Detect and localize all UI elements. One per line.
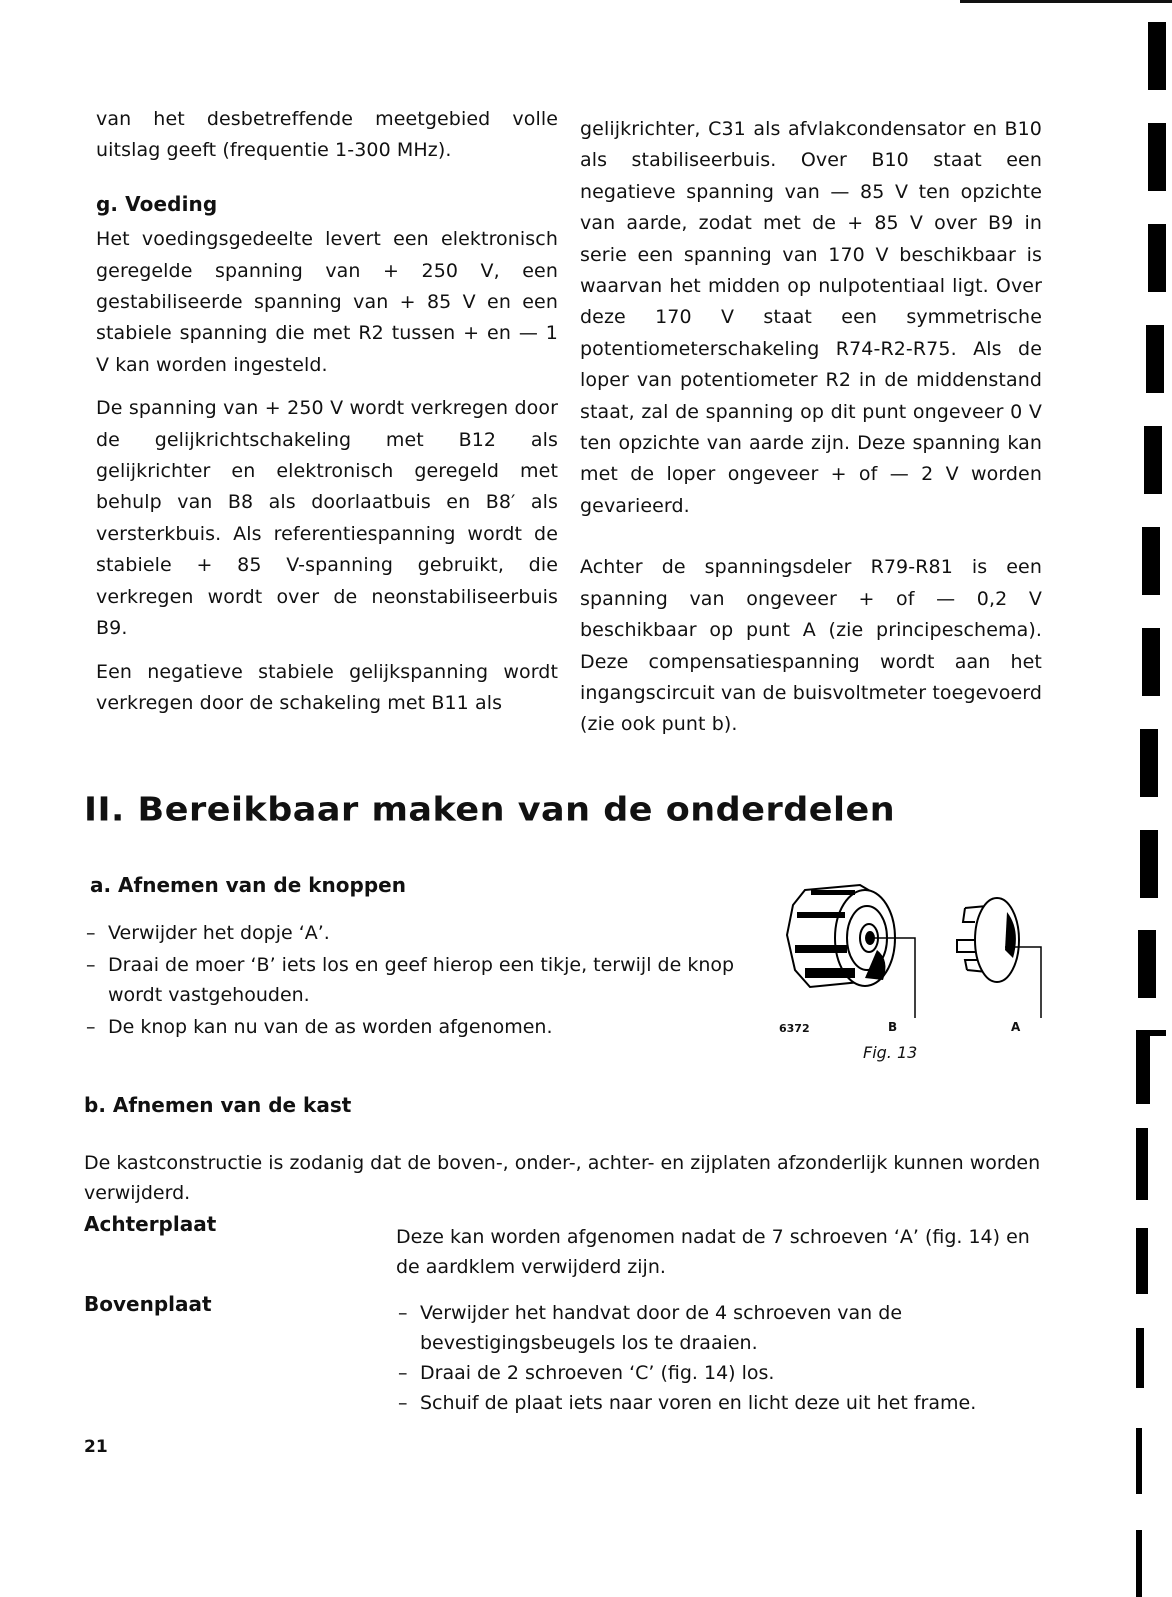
section-a-steps bbox=[84, 918, 764, 1044]
figure-label-a: A bbox=[1011, 1020, 1021, 1034]
index-tab-markers bbox=[1118, 0, 1172, 1597]
figure-caption: Fig. 13 bbox=[863, 1043, 918, 1062]
index-tab bbox=[1142, 628, 1160, 696]
list-item: – Verwijder het handvat door de 4 schroeven van de bevestigingsbeugels los te draaien. bbox=[396, 1298, 1036, 1358]
index-tab bbox=[1136, 1530, 1142, 1597]
knob-and-cap-illustration-icon bbox=[765, 850, 1045, 1020]
index-tab bbox=[1136, 1128, 1148, 1200]
index-tab bbox=[1146, 325, 1164, 393]
list-item: – Draai de moer ‘B’ iets los en geef hierop een tikje, terwijl de knop wordt vastgehouden. bbox=[84, 950, 764, 1010]
paragraph: Achter de spanningsdeler R79-R81 is een spanning van ongeveer + of — 0,2 V beschikbaar op punt A (zie principeschema). Deze compensatiespanning wordt aan het ingangscircuit van de buisvoltmeter toegevoerd (zie ook punt b). bbox=[580, 556, 1042, 736]
section-a-heading: a. Afnemen van de knoppen bbox=[90, 873, 406, 897]
index-tab bbox=[1144, 426, 1162, 494]
right-column bbox=[580, 114, 1042, 741]
row-body-achterplaat: Deze kan worden afgenomen nadat de 7 schroeven ‘A’ (fig. 14) en de aardklem verwijderd zijn. bbox=[396, 1226, 1030, 1278]
chapter-title: II. Bereikbaar maken van de onderdelen bbox=[84, 791, 896, 829]
row-label-bovenplaat: Bovenplaat bbox=[84, 1292, 212, 1316]
index-tab bbox=[1148, 224, 1166, 292]
index-tab bbox=[1136, 1428, 1142, 1494]
page-number: 21 bbox=[84, 1437, 108, 1457]
list-item: – Draai de 2 schroeven ‘C’ (fig. 14) los. bbox=[396, 1358, 1036, 1388]
row-body-bovenplaat bbox=[396, 1298, 1036, 1418]
figure-code: 6372 bbox=[779, 1022, 810, 1035]
section-b-intro: De kastconstructie is zodanig dat de boven-, onder-, achter- en zijplaten afzonderlijk kunnen worden verwijderd. bbox=[84, 1152, 1041, 1204]
list-item: – De knop kan nu van de as worden afgenomen. bbox=[84, 1012, 764, 1042]
paragraph: Het voedingsgedeelte levert een elektronisch geregelde spanning van + 250 V, een gestabiliseerde spanning van + 85 V en een stabiele spanning die met R2 tussen + en — 1 V kan worden ingesteld. bbox=[96, 228, 558, 376]
figure-label-b: B bbox=[888, 1020, 898, 1034]
section-b-heading: b. Afnemen van de kast bbox=[84, 1093, 352, 1117]
index-tab bbox=[1138, 930, 1156, 998]
index-tab bbox=[1148, 123, 1166, 191]
index-tab bbox=[1136, 1228, 1148, 1294]
index-tab bbox=[1148, 22, 1166, 90]
index-tab bbox=[1140, 830, 1158, 898]
list-item: – Schuif de plaat iets naar voren en licht deze uit het frame. bbox=[396, 1388, 1036, 1418]
list-item: – Verwijder het dopje ‘A’. bbox=[84, 918, 764, 948]
left-column bbox=[96, 104, 558, 719]
index-tab bbox=[1136, 1030, 1166, 1104]
index-tab bbox=[1142, 527, 1160, 595]
figure-13 bbox=[765, 850, 1045, 1070]
row-label-achterplaat: Achterplaat bbox=[84, 1212, 217, 1236]
index-tab bbox=[1140, 729, 1158, 797]
paragraph: Een negatieve stabiele gelijkspanning wordt verkregen door de schakeling met B11 als bbox=[96, 660, 558, 714]
index-tab bbox=[1136, 1328, 1144, 1388]
bovenplaat-steps bbox=[396, 1298, 1036, 1418]
paragraph: gelijkrichter, C31 als afvlakcondensator en B10 als stabiliseerbuis. Over B10 staat een negatieve spanning van — 85 V ten opzichte van aarde, zodat met de + 85 V over B9 in serie een spanning van 170 V beschikbaar is waarvan het midden op nulpotentiaal ligt. Over deze 170 V staat een symmetrische potentiometerschakeling R74-R2-R75. Als de loper van potentiometer R2 in de middenstand staat, zal de spanning op dit punt ongeveer 0 V ten opzichte van aarde zijn. Deze spanning kan met de loper ongeveer + of — 2 V worden gevarieerd. bbox=[580, 118, 1042, 517]
paragraph: De spanning van + 250 V wordt verkregen door de gelijkrichtschakeling met B12 als gelijkrichter en elektronisch geregeld met behulp van B8 als doorlaatbuis en B8′ als versterkbuis. Als referentiespanning wordt de stabiele + 85 V-spanning gebruikt, die verkregen wordt over de neonstabiliseerbuis B9. bbox=[96, 397, 558, 640]
intro-paragraph: van het desbetreffende meetgebied volle uitslag geeft (frequentie 1-300 MHz). bbox=[96, 108, 558, 162]
section-g-heading: g. Voeding bbox=[96, 191, 218, 216]
